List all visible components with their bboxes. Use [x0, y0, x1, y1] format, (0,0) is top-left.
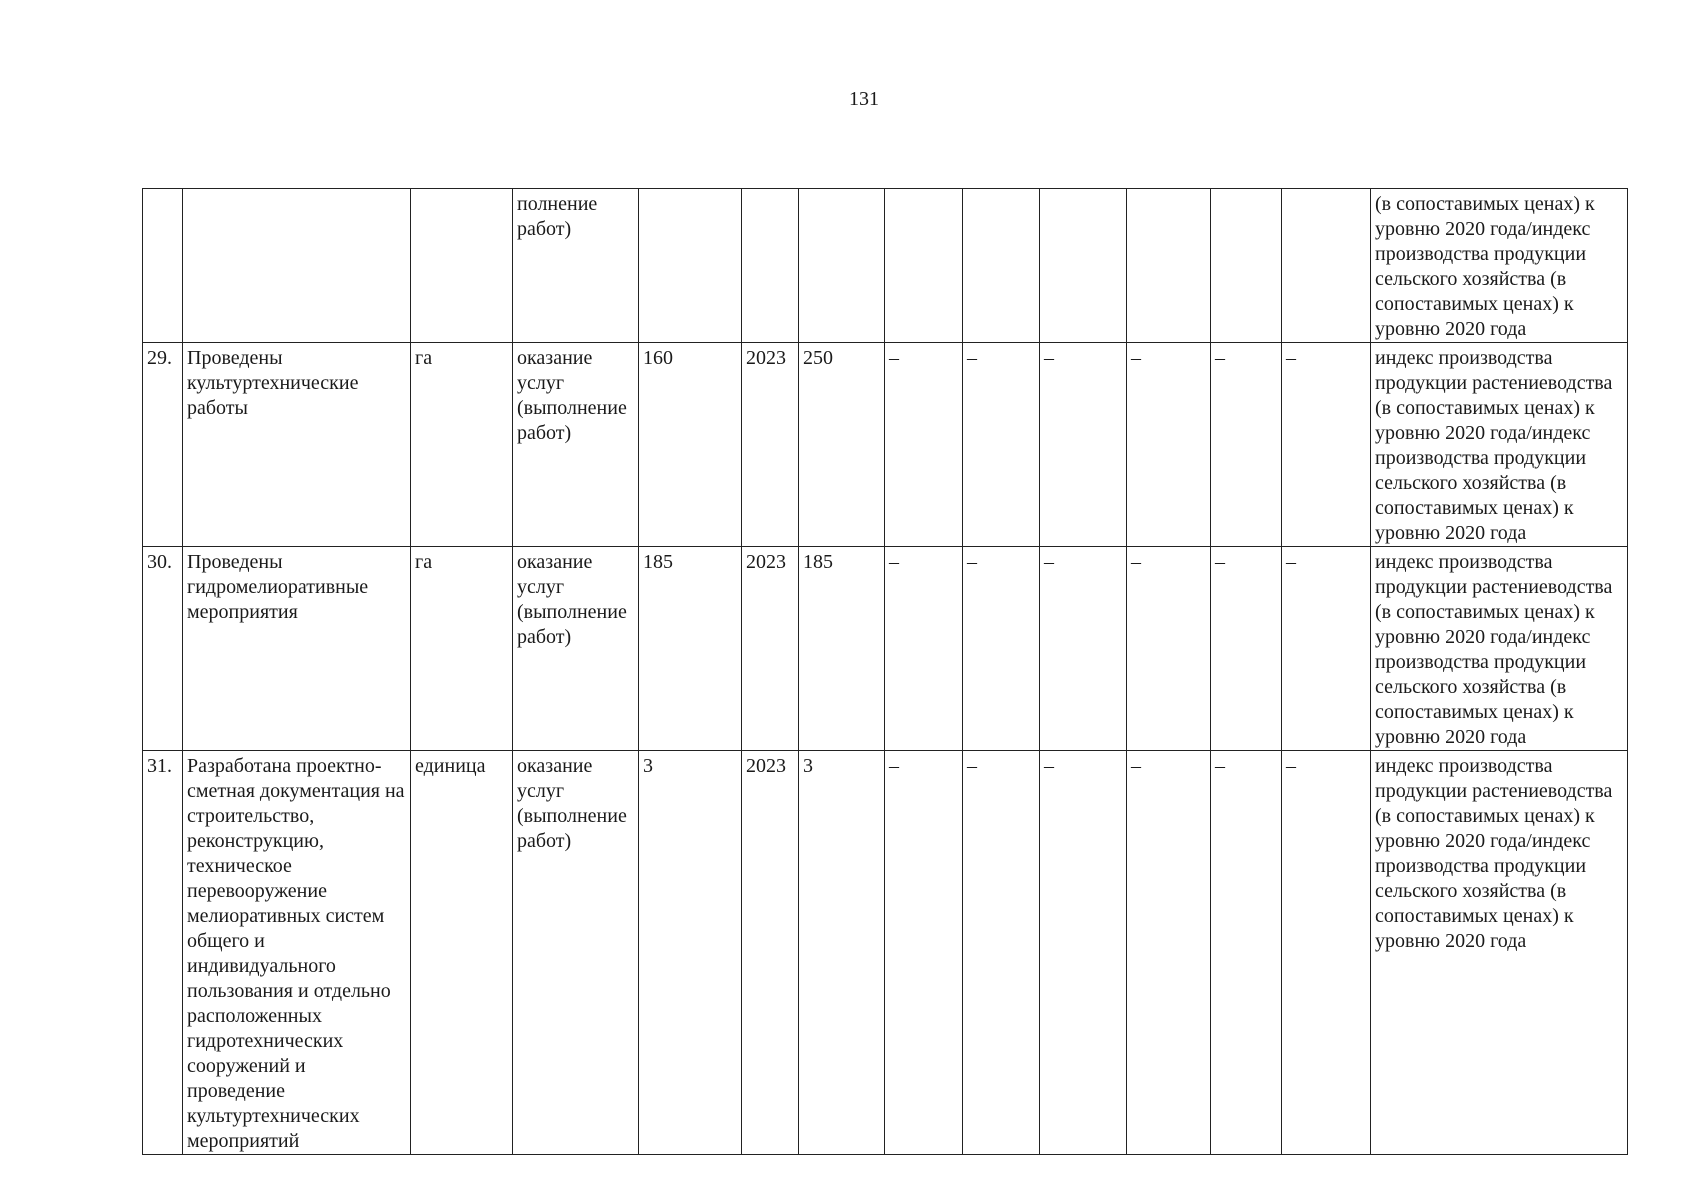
result-type: оказание услуг (выполнение работ): [513, 343, 639, 547]
year-value: [885, 189, 963, 343]
result-name: Разработана проектно-сметная документация на строительство, реконструкцию, техническое перевооружение мелиоративных систем общего и индивидуального пользования и отдельно расположенных гидротехнических сооружений и проведение культуртехнических мероприятий: [183, 751, 411, 1155]
row-number: 29.: [143, 343, 183, 547]
year-value: –: [1282, 751, 1371, 1155]
year-value: [963, 189, 1040, 343]
year-value: –: [1282, 547, 1371, 751]
result-type: оказание услуг (выполнение работ): [513, 751, 639, 1155]
indicator-link: индекс производства продукции растениеводства (в сопоставимых ценах) к уровню 2020 года/индекс производства продукции сельского хозяйства (в сопоставимых ценах) к уровню 2020 года: [1371, 547, 1628, 751]
row-number: [143, 189, 183, 343]
year-value: –: [1282, 343, 1371, 547]
year-value: –: [1211, 751, 1282, 1155]
year-value: –: [885, 751, 963, 1155]
indicator-link: (в сопоставимых ценах) к уровню 2020 года/индекс производства продукции сельского хозяйства (в сопоставимых ценах) к уровню 2020 года: [1371, 189, 1628, 343]
unit: га: [411, 547, 513, 751]
year-value: –: [1040, 547, 1127, 751]
year-value: –: [1127, 547, 1211, 751]
base-year: 2023: [742, 343, 799, 547]
year-value: –: [963, 547, 1040, 751]
result-name: [183, 189, 411, 343]
year-value: 3: [799, 751, 885, 1155]
unit: га: [411, 343, 513, 547]
results-table: [142, 188, 1628, 1155]
year-value: [1127, 189, 1211, 343]
year-value: –: [1040, 343, 1127, 547]
page-number: 131: [849, 88, 879, 110]
base-value: 3: [639, 751, 742, 1155]
year-value: –: [885, 343, 963, 547]
row-number: 30.: [143, 547, 183, 751]
result-type: оказание услуг (выполнение работ): [513, 547, 639, 751]
indicator-link: индекс производства продукции растениеводства (в сопоставимых ценах) к уровню 2020 года/индекс производства продукции сельского хозяйства (в сопоставимых ценах) к уровню 2020 года: [1371, 343, 1628, 547]
year-value: [1040, 189, 1127, 343]
result-type: полнение работ): [513, 189, 639, 343]
table-row: [143, 547, 1628, 751]
result-name: Проведены культуртехнические работы: [183, 343, 411, 547]
year-value: 250: [799, 343, 885, 547]
year-value: –: [1127, 751, 1211, 1155]
year-value: –: [1211, 343, 1282, 547]
table-row: [143, 189, 1628, 343]
table-row: [143, 343, 1628, 547]
base-value: 185: [639, 547, 742, 751]
base-value: 160: [639, 343, 742, 547]
unit: [411, 189, 513, 343]
unit: единица: [411, 751, 513, 1155]
year-value: [1282, 189, 1371, 343]
year-value: [1211, 189, 1282, 343]
year-value: –: [1211, 547, 1282, 751]
year-value: –: [963, 343, 1040, 547]
base-value: [639, 189, 742, 343]
indicator-link: индекс производства продукции растениеводства (в сопоставимых ценах) к уровню 2020 года/индекс производства продукции сельского хозяйства (в сопоставимых ценах) к уровню 2020 года: [1371, 751, 1628, 1155]
base-year: 2023: [742, 547, 799, 751]
year-value: [799, 189, 885, 343]
result-name: Проведены гидромелиоративные мероприятия: [183, 547, 411, 751]
base-year: [742, 189, 799, 343]
year-value: –: [1040, 751, 1127, 1155]
table-row: [143, 751, 1628, 1155]
base-year: 2023: [742, 751, 799, 1155]
year-value: –: [963, 751, 1040, 1155]
year-value: 185: [799, 547, 885, 751]
year-value: –: [1127, 343, 1211, 547]
year-value: –: [885, 547, 963, 751]
row-number: 31.: [143, 751, 183, 1155]
